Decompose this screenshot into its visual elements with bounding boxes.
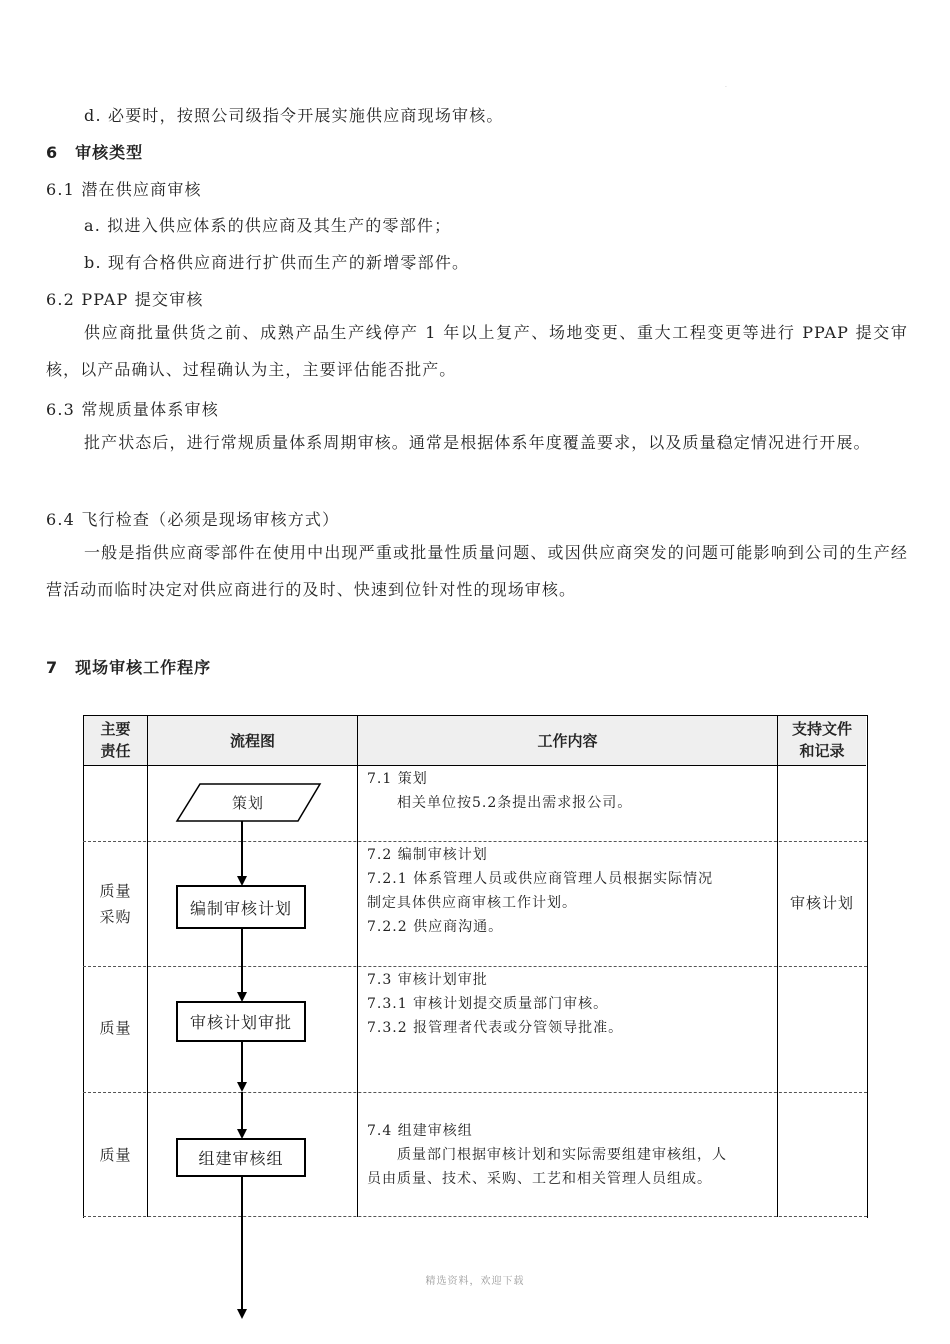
section-6-3-heading: 6.3 常规质量体系审核 — [46, 400, 219, 419]
content-7-3-1: 7.3.1 审核计划提交质量部门审核。 — [367, 996, 609, 1012]
content-7-4-line2: 员由质量、技术、采购、工艺和相关管理人员组成。 — [367, 1171, 712, 1187]
flow-step-plan-approval: 审核计划审批 — [176, 1001, 306, 1042]
header-flowchart: 流程图 — [229, 732, 275, 750]
content-7-2-title: 7.2 编制审核计划 — [367, 847, 488, 863]
content-7-2-2: 7.2.2 供应商沟通。 — [367, 919, 504, 935]
section-7-heading: 7 现场审核工作程序 — [46, 658, 212, 677]
section-6-heading: 6 审核类型 — [46, 143, 144, 162]
flow-arrowhead — [237, 1309, 247, 1319]
section-6-4-paragraph: 一般是指供应商零部件在使用中出现严重或批量性质量问题、或因供应商突发的问题可能影响到公司的生产经营活动而临时决定对供应商进行的及时、快速到位针对性的现场审核。 — [46, 543, 908, 599]
item-b: b. 现有合格供应商进行扩供而生产的新增零部件。 — [84, 253, 470, 272]
resp-quality: 质量 — [99, 1146, 132, 1164]
section-6-4-heading: 6.4 飞行检查（必须是现场审核方式） — [46, 510, 340, 529]
flow-step-compile-plan: 编制审核计划 — [176, 885, 306, 929]
content-7-3-title: 7.3 审核计划审批 — [367, 972, 488, 988]
content-7-4-title: 7.4 组建审核组 — [367, 1123, 473, 1139]
content-7-4-line1: 质量部门根据审核计划和实际需要组建审核组，人 — [367, 1147, 727, 1163]
flow-step-form-team: 组建审核组 — [176, 1138, 306, 1177]
flow-arrow-line — [241, 821, 243, 877]
page-footer: 精选资料，欢迎下载 — [425, 1276, 525, 1287]
flow-arrow-line — [241, 1042, 243, 1084]
flow-arrowhead — [237, 1082, 247, 1092]
content-7-1-line: 相关单位按5.2条提出需求报公司。 — [367, 795, 633, 811]
docs-audit-plan: 审核计划 — [789, 894, 854, 912]
row-divider — [83, 966, 867, 967]
header-responsibility: 主要 责任 — [100, 720, 131, 760]
content-7-3-2: 7.3.2 报管理者代表或分管领导批准。 — [367, 1020, 624, 1036]
row-divider — [83, 1216, 867, 1217]
content-7-2-1: 7.2.1 体系管理人员或供应商管理人员根据实际情况 — [367, 871, 714, 887]
flow-arrow-line — [241, 929, 243, 993]
resp-quality: 质量 — [99, 1019, 132, 1037]
header-support-docs: 支持文件 和记录 — [791, 720, 852, 760]
row-divider — [83, 1092, 867, 1093]
content-7-1-title: 7.1 策划 — [367, 771, 428, 787]
flow-step-plan: 策划 — [231, 794, 264, 812]
section-6-3-paragraph: 批产状态后，进行常规质量体系周期审核。通常是根据体系年度覆盖要求，以及质量稳定情况进行开展。 — [84, 433, 871, 452]
item-a: a. 拟进入供应体系的供应商及其生产的零部件； — [84, 216, 452, 235]
item-d: d. 必要时，按照公司级指令开展实施供应商现场审核。 — [84, 106, 504, 125]
content-7-2-1-cont: 制定具体供应商审核工作计划。 — [367, 895, 577, 911]
flow-arrow-line — [241, 1177, 243, 1309]
decorative-dot: · — [725, 84, 727, 91]
flow-arrow-line — [241, 1092, 243, 1130]
header-work-content: 工作内容 — [537, 732, 598, 750]
row-divider — [83, 841, 867, 842]
resp-quality-purchasing: 质量 采购 — [99, 882, 132, 926]
section-6-2-heading: 6.2 PPAP 提交审核 — [46, 290, 204, 309]
section-6-1-heading: 6.1 潜在供应商审核 — [46, 180, 202, 199]
section-6-2-paragraph: 供应商批量供货之前、成熟产品生产线停产 1 年以上复产、场地变更、重大工程变更等进行 PPAP 提交审核，以产品确认、过程确认为主，主要评估能否批产。 — [46, 323, 908, 379]
